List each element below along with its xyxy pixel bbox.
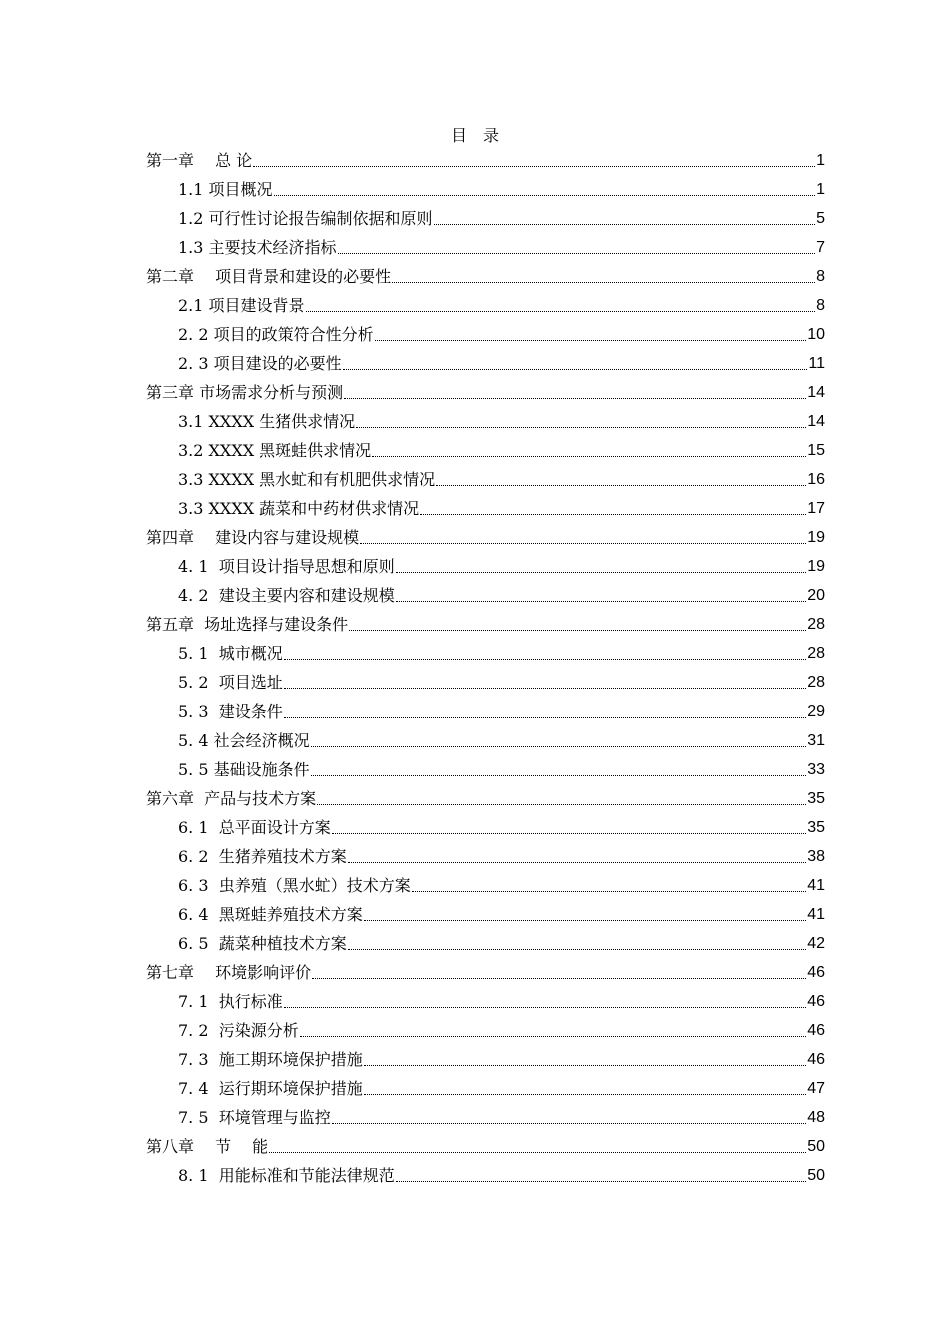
toc-section-entry[interactable] — [146, 552, 825, 581]
toc-dot-leader — [412, 891, 806, 892]
toc-entry-page-number: 19 — [807, 558, 825, 575]
toc-entry-page-number: 46 — [807, 1051, 825, 1068]
toc-entry-label: 第六章 产品与技术方案 — [146, 789, 317, 808]
toc-entry-page-number: 8 — [816, 268, 825, 285]
toc-dot-leader — [396, 601, 806, 602]
toc-entry-label: 8. 1 用能标准和节能法律规范 — [178, 1166, 395, 1185]
toc-entry-label: 第一章 总 论 — [146, 151, 253, 170]
toc-entry-page-number: 28 — [807, 616, 825, 633]
toc-entry-label: 第五章 场址选择与建设条件 — [146, 615, 349, 634]
toc-section-entry[interactable] — [146, 1016, 825, 1045]
toc-chapter-entry[interactable] — [146, 1132, 825, 1161]
toc-entry-page-number: 16 — [807, 471, 825, 488]
toc-dot-leader — [436, 485, 806, 486]
toc-dot-leader — [332, 1123, 806, 1124]
toc-section-entry[interactable] — [146, 929, 825, 958]
toc-section-entry[interactable] — [146, 1161, 825, 1190]
toc-entry-page-number: 28 — [807, 674, 825, 691]
toc-entry-label: 6. 4 黑斑蛙养殖技术方案 — [178, 905, 363, 924]
table-of-contents — [146, 146, 825, 1190]
toc-dot-leader — [364, 920, 806, 921]
toc-dot-leader — [349, 630, 806, 631]
toc-entry-page-number: 11 — [808, 355, 825, 372]
toc-entry-page-number: 15 — [807, 442, 825, 459]
toc-entry-label: 第七章 环境影响评价 — [146, 963, 312, 982]
toc-entry-page-number: 8 — [816, 297, 825, 314]
toc-dot-leader — [253, 166, 815, 167]
toc-section-entry[interactable] — [146, 465, 825, 494]
toc-section-entry[interactable] — [146, 320, 825, 349]
toc-dot-leader — [420, 514, 806, 515]
toc-dot-leader — [348, 862, 806, 863]
toc-section-entry[interactable] — [146, 291, 825, 320]
toc-chapter-entry[interactable] — [146, 378, 825, 407]
toc-section-entry[interactable] — [146, 668, 825, 697]
toc-entry-page-number: 35 — [807, 790, 825, 807]
toc-entry-label: 6. 1 总平面设计方案 — [178, 818, 331, 837]
toc-dot-leader — [284, 1007, 806, 1008]
toc-dot-leader — [396, 1181, 806, 1182]
toc-entry-label: 2. 3 项目建设的必要性 — [178, 354, 342, 373]
toc-dot-leader — [344, 398, 806, 399]
toc-entry-label: 1.1 项目概况 — [178, 180, 273, 199]
toc-dot-leader — [343, 369, 808, 370]
toc-entry-label: 6. 3 虫养殖（黑水虻）技术方案 — [178, 876, 411, 895]
toc-section-entry[interactable] — [146, 175, 825, 204]
toc-dot-leader — [332, 833, 806, 834]
toc-entry-label: 6. 5 蔬菜种植技术方案 — [178, 934, 347, 953]
toc-entry-label: 1.3 主要技术经济指标 — [178, 238, 337, 257]
toc-section-entry[interactable] — [146, 842, 825, 871]
toc-section-entry[interactable] — [146, 581, 825, 610]
toc-entry-page-number: 7 — [816, 239, 825, 256]
toc-entry-page-number: 33 — [807, 761, 825, 778]
toc-entry-page-number: 48 — [807, 1109, 825, 1126]
toc-dot-leader — [338, 253, 816, 254]
toc-dot-leader — [364, 1065, 806, 1066]
toc-section-entry[interactable] — [146, 987, 825, 1016]
toc-entry-page-number: 1 — [816, 181, 825, 198]
toc-chapter-entry[interactable] — [146, 262, 825, 291]
toc-dot-leader — [311, 775, 807, 776]
toc-entry-page-number: 46 — [807, 993, 825, 1010]
toc-section-entry[interactable] — [146, 871, 825, 900]
toc-entry-label: 7. 2 污染源分析 — [178, 1021, 299, 1040]
toc-dot-leader — [360, 543, 806, 544]
toc-entry-page-number: 47 — [807, 1080, 825, 1097]
toc-entry-page-number: 31 — [807, 732, 825, 749]
toc-dot-leader — [269, 1152, 806, 1153]
toc-entry-label: 4. 1 项目设计指导思想和原则 — [178, 557, 395, 576]
toc-entry-page-number: 50 — [807, 1167, 825, 1184]
toc-section-entry[interactable] — [146, 1045, 825, 1074]
toc-entry-label: 5. 5 基础设施条件 — [178, 760, 310, 779]
toc-title: 目 录 — [450, 126, 499, 145]
toc-chapter-entry[interactable] — [146, 610, 825, 639]
toc-section-entry[interactable] — [146, 349, 825, 378]
toc-entry-page-number: 17 — [807, 500, 825, 517]
toc-section-entry[interactable] — [146, 494, 825, 523]
toc-dot-leader — [364, 1094, 806, 1095]
toc-entry-page-number: 35 — [807, 819, 825, 836]
toc-dot-leader — [274, 195, 816, 196]
toc-dot-leader — [375, 340, 807, 341]
toc-dot-leader — [284, 717, 806, 718]
toc-dot-leader — [356, 427, 806, 428]
toc-dot-leader — [300, 1036, 806, 1037]
toc-dot-leader — [392, 282, 815, 283]
toc-entry-label: 5. 4 社会经济概况 — [178, 731, 310, 750]
toc-dot-leader — [348, 949, 806, 950]
toc-section-entry[interactable] — [146, 1103, 825, 1132]
toc-section-entry[interactable] — [146, 639, 825, 668]
toc-entry-label: 7. 5 环境管理与监控 — [178, 1108, 331, 1127]
toc-section-entry[interactable] — [146, 407, 825, 436]
toc-entry-page-number: 14 — [807, 384, 825, 401]
toc-entry-label: 5. 2 项目选址 — [178, 673, 283, 692]
toc-entry-page-number: 14 — [807, 413, 825, 430]
toc-entry-label: 7. 4 运行期环境保护措施 — [178, 1079, 363, 1098]
toc-entry-label: 6. 2 生猪养殖技术方案 — [178, 847, 347, 866]
toc-section-entry[interactable] — [146, 813, 825, 842]
toc-entry-label: 3.2 XXXX 黑斑蛙供求情况 — [178, 441, 372, 460]
toc-entry-label: 1.2 可行性讨论报告编制依据和原则 — [178, 209, 433, 228]
toc-entry-label: 第四章 建设内容与建设规模 — [146, 528, 360, 547]
toc-entry-label: 3.1 XXXX 生猪供求情况 — [178, 412, 356, 431]
toc-chapter-entry[interactable] — [146, 958, 825, 987]
toc-entry-label: 3.3 XXXX 黑水虻和有机肥供求情况 — [178, 470, 436, 489]
toc-entry-page-number: 46 — [807, 1022, 825, 1039]
toc-entry-page-number: 28 — [807, 645, 825, 662]
toc-entry-label: 第八章 节 能 — [146, 1137, 269, 1156]
toc-section-entry[interactable] — [146, 436, 825, 465]
toc-dot-leader — [311, 746, 807, 747]
toc-entry-page-number: 46 — [807, 964, 825, 981]
toc-entry-page-number: 41 — [807, 906, 825, 923]
toc-entry-label: 5. 1 城市概况 — [178, 644, 283, 663]
toc-dot-leader — [317, 804, 806, 805]
toc-entry-page-number: 19 — [807, 529, 825, 546]
toc-section-entry[interactable] — [146, 900, 825, 929]
toc-section-entry[interactable] — [146, 204, 825, 233]
toc-entry-label: 7. 1 执行标准 — [178, 992, 283, 1011]
toc-entry-label: 2.1 项目建设背景 — [178, 296, 305, 315]
toc-dot-leader — [306, 311, 816, 312]
toc-chapter-entry[interactable] — [146, 146, 825, 175]
toc-entry-page-number: 50 — [807, 1138, 825, 1155]
toc-dot-leader — [372, 456, 806, 457]
toc-chapter-entry[interactable] — [146, 523, 825, 552]
toc-dot-leader — [312, 978, 806, 979]
toc-chapter-entry[interactable] — [146, 784, 825, 813]
toc-section-entry[interactable] — [146, 697, 825, 726]
toc-section-entry[interactable] — [146, 1074, 825, 1103]
toc-entry-label: 第二章 项目背景和建设的必要性 — [146, 267, 392, 286]
toc-entry-page-number: 42 — [807, 935, 825, 952]
toc-section-entry[interactable] — [146, 233, 825, 262]
toc-entry-page-number: 10 — [807, 326, 825, 343]
toc-entry-label: 7. 3 施工期环境保护措施 — [178, 1050, 363, 1069]
toc-section-entry[interactable] — [146, 755, 825, 784]
toc-dot-leader — [396, 572, 806, 573]
toc-entry-label: 3.3 XXXX 蔬菜和中药材供求情况 — [178, 499, 420, 518]
toc-entry-page-number: 29 — [807, 703, 825, 720]
toc-entry-label: 第三章 市场需求分析与预测 — [146, 383, 344, 402]
toc-entry-page-number: 38 — [807, 848, 825, 865]
toc-section-entry[interactable] — [146, 726, 825, 755]
toc-dot-leader — [434, 224, 816, 225]
toc-entry-label: 2. 2 项目的政策符合性分析 — [178, 325, 374, 344]
toc-entry-label: 4. 2 建设主要内容和建设规模 — [178, 586, 395, 605]
toc-dot-leader — [284, 688, 806, 689]
toc-entry-page-number: 20 — [807, 587, 825, 604]
toc-entry-label: 5. 3 建设条件 — [178, 702, 283, 721]
toc-entry-page-number: 1 — [816, 152, 825, 169]
toc-entry-page-number: 41 — [807, 877, 825, 894]
toc-entry-page-number: 5 — [816, 210, 825, 227]
toc-dot-leader — [284, 659, 806, 660]
